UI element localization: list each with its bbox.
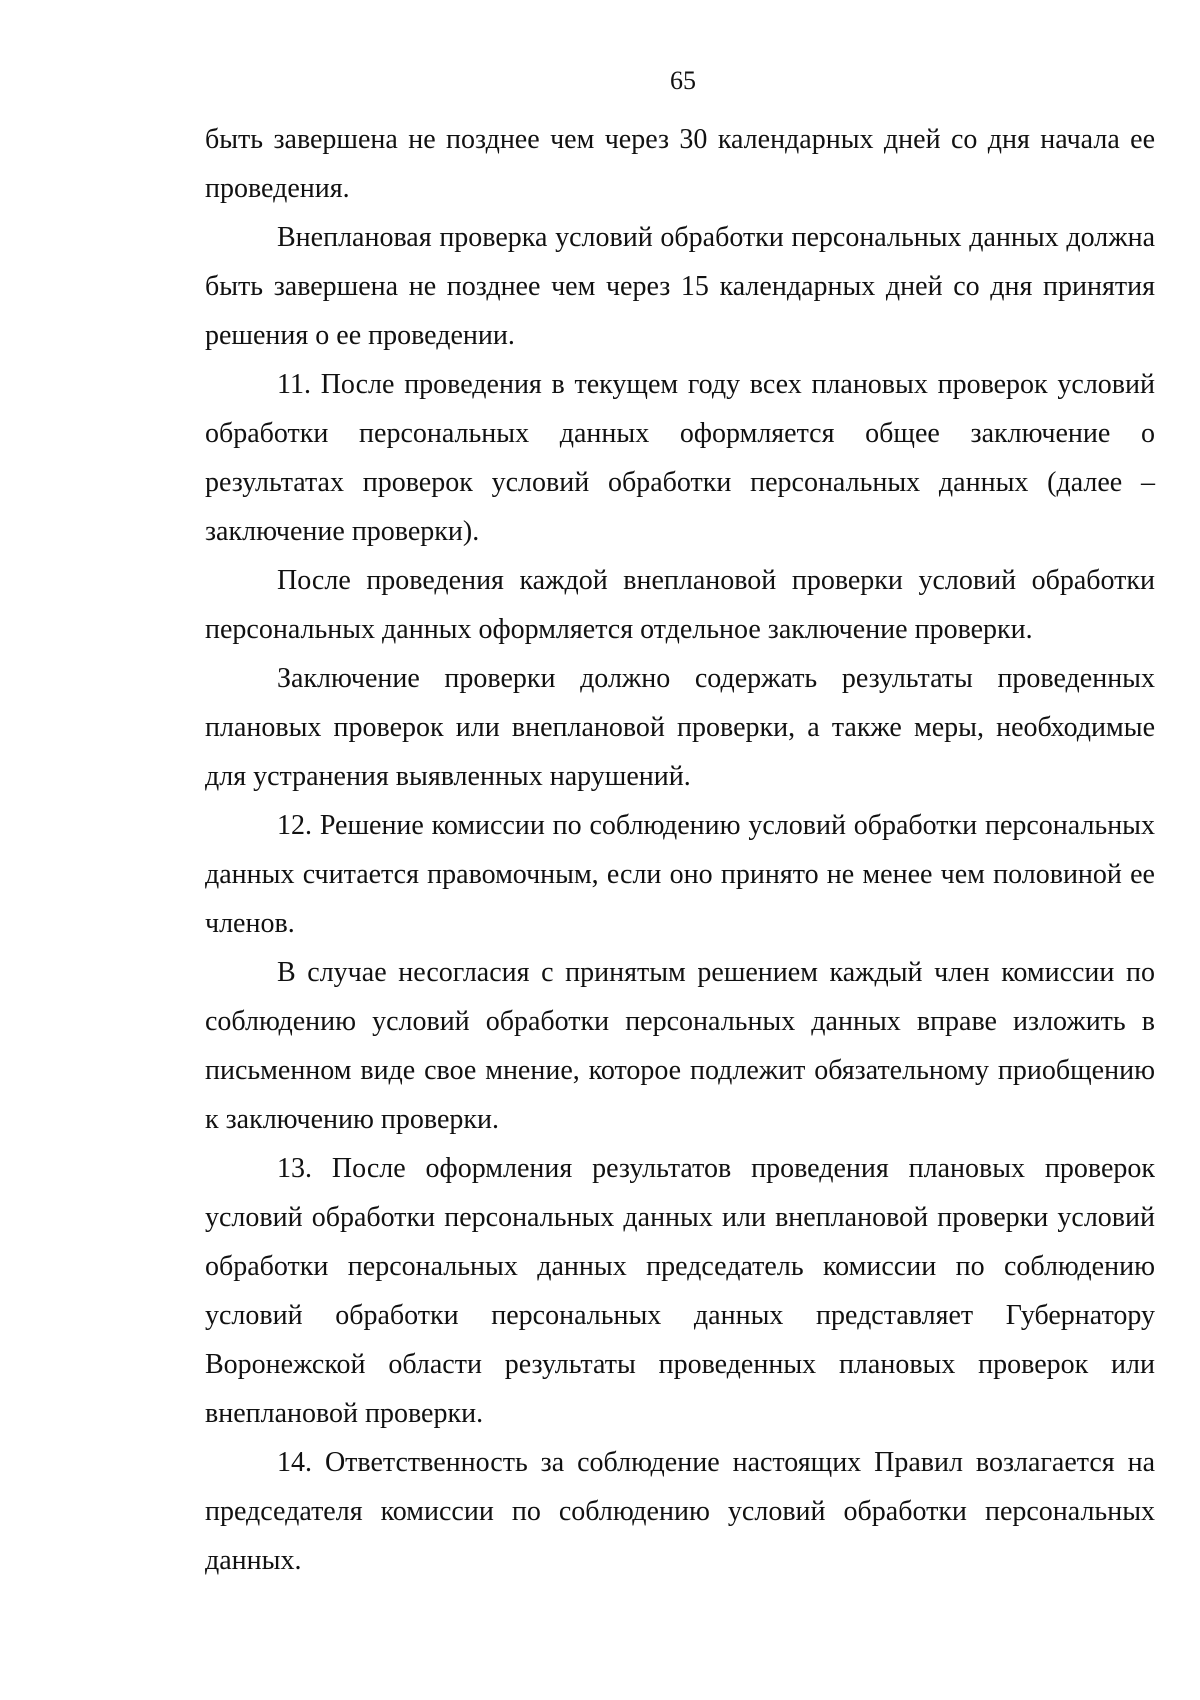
paragraph-conclusion-content: Заключение проверки должно содержать результаты проведенных плановых проверок или внеплановой проверки, а также меры, необходимые для устранения выявленных нарушений. (205, 663, 1155, 792)
paragraph-disagreement: В случае несогласия с принятым решением каждый член комиссии по соблюдению условий обработки персональных данных вправе изложить в письменном виде свое мнение, которое подлежит обязательному приобщению к заключению проверки. (205, 957, 1155, 1135)
paragraph-13: 13. После оформления результатов проведения плановых проверок условий обработки персональных данных или внеплановой проверки условий обработки персональных данных председатель комиссии по соблюдению условий обработки персональных данных представляет Губернатору Воронежской области результаты проведенных плановых проверок или внеплановой проверки. (205, 1153, 1155, 1429)
paragraph-separate-conclusion: После проведения каждой внеплановой проверки условий обработки персональных данных оформляется отдельное заключение проверки. (205, 565, 1155, 645)
paragraph-12: 12. Решение комиссии по соблюдению условий обработки персональных данных считается правомочным, если оно принято не менее чем половиной ее членов. (205, 810, 1155, 939)
paragraph-14: 14. Ответственность за соблюдение настоящих Правил возлагается на председателя комиссии по соблюдению условий обработки персональных данных. (205, 1447, 1155, 1576)
paragraph-continuation: быть завершена не позднее чем через 30 календарных дней со дня начала ее проведения. (205, 124, 1155, 204)
paragraph-11: 11. После проведения в текущем году всех плановых проверок условий обработки персональных данных оформляется общее заключение о результатах проверок условий обработки персональных данных (далее – заключение проверки). (205, 369, 1155, 547)
paragraph-unplanned-check-deadline: Внеплановая проверка условий обработки персональных данных должна быть завершена не позднее чем через 15 календарных дней со дня принятия решения о ее проведении. (205, 222, 1155, 351)
document-body (205, 115, 1155, 1585)
page-number: 65 (670, 66, 696, 95)
